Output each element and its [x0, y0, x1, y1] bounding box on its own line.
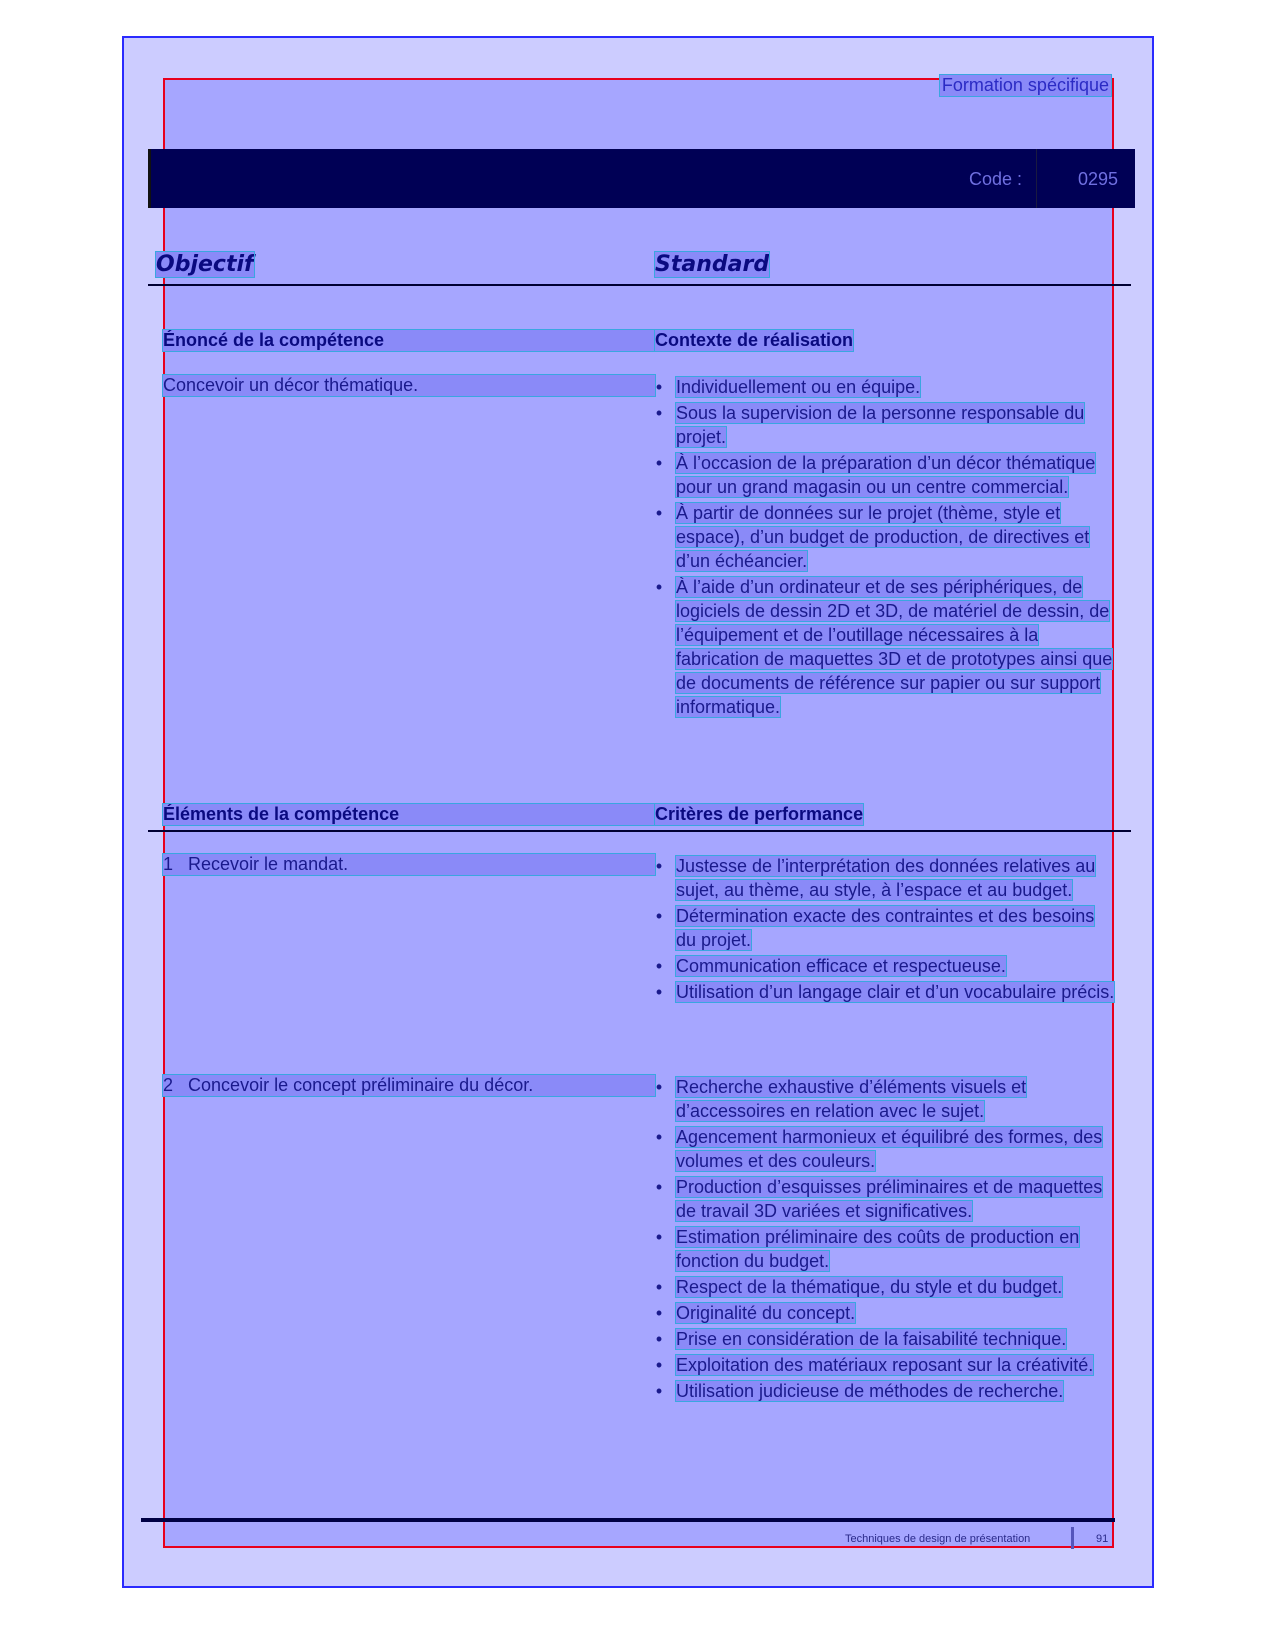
context-list: [652, 375, 1118, 721]
bullet-icon: •: [655, 1177, 663, 1197]
bullet-icon: •: [655, 1355, 663, 1375]
list-item: • Estimation préliminaire des coûts de production en fonction du budget.: [655, 1227, 1080, 1271]
footer-rule: [141, 1518, 1115, 1522]
statement-heading: Énoncé de la compétence: [163, 330, 655, 351]
bullet-icon: •: [655, 1227, 663, 1247]
list-item: • Sous la supervision de la personne responsable du projet.: [655, 403, 1085, 447]
list-item: • Production d’esquisses préliminaires et de maquettes de travail 3D variées et significatives.: [655, 1177, 1103, 1221]
footer-program: Techniques de design de présentation: [845, 1533, 1031, 1545]
list-item: • Communication efficace et respectueuse.: [655, 956, 1006, 976]
list-item: • Utilisation judicieuse de méthodes de recherche.: [655, 1381, 1064, 1401]
bullet-icon: •: [655, 577, 663, 597]
banner-divider: [1036, 149, 1037, 208]
section-rule: [148, 830, 1131, 832]
bullet-icon: •: [655, 1329, 663, 1349]
bullet-icon: •: [655, 906, 663, 926]
list-item: • À l’aide d’un ordinateur et de ses périphériques, de logiciels de dessin 2D et 3D, de matériel de dessin, de l’équipement et de l’outillage nécessaires à la fabrication de maquettes 3D et de prototypes ainsi que de documents de référence sur papier ou sur support informatique.: [655, 577, 1113, 717]
list-item: • Agencement harmonieux et équilibré des formes, des volumes et des couleurs.: [655, 1127, 1103, 1171]
list-item: • Originalité du concept.: [655, 1303, 856, 1323]
context-heading: Contexte de réalisation: [655, 330, 854, 350]
footer-divider: [1071, 1527, 1074, 1549]
bullet-icon: •: [655, 1077, 663, 1097]
element-text: Concevoir le concept préliminaire du décor.: [188, 1075, 534, 1095]
bullet-icon: •: [655, 856, 663, 876]
list-item: • Exploitation des matériaux reposant sur la créativité.: [655, 1355, 1094, 1375]
element-1: [163, 854, 655, 875]
list-item: • Prise en considération de la faisabilité technique.: [655, 1329, 1067, 1349]
element-text: Recevoir le mandat.: [188, 854, 349, 874]
criteria-list-2: [652, 1075, 1118, 1405]
bullet-icon: •: [655, 1303, 663, 1323]
element-number: 2: [163, 1075, 174, 1095]
page-number: 91: [1096, 1533, 1109, 1545]
bullet-icon: •: [655, 1127, 663, 1147]
objective-column-title: Objectif: [156, 252, 254, 277]
bullet-icon: •: [655, 1277, 663, 1297]
bullet-icon: •: [655, 982, 663, 1002]
bullet-icon: •: [655, 403, 663, 423]
bullet-icon: •: [655, 503, 663, 523]
element-number: 1: [163, 854, 174, 874]
code-value: 0295: [1078, 169, 1119, 189]
list-item: • Justesse de l’interprétation des données relatives au sujet, au thème, au style, à l’espace et au budget.: [655, 856, 1096, 900]
code-label: Code :: [969, 169, 1023, 189]
element-2: [163, 1075, 655, 1096]
program-section-label: Formation spécifique: [941, 75, 1109, 95]
standard-column-title: Standard: [655, 252, 770, 277]
competency-statement: Concevoir un décor thématique.: [163, 375, 655, 396]
list-item: • Détermination exacte des contraintes et des besoins du projet.: [655, 906, 1095, 950]
list-item: • Respect de la thématique, du style et du budget.: [655, 1277, 1063, 1297]
header-rule: [148, 284, 1131, 286]
list-item: • Individuellement ou en équipe.: [655, 377, 921, 397]
bullet-icon: •: [655, 956, 663, 976]
bullet-icon: •: [655, 1381, 663, 1401]
list-item: • Recherche exhaustive d’éléments visuels et d’accessoires en relation avec le sujet.: [655, 1077, 1027, 1121]
criteria-list-1: [652, 854, 1118, 1006]
list-item: • À partir de données sur le projet (thème, style et espace), d’un budget de production, de directives et d’un échéancier.: [655, 503, 1090, 571]
criteria-heading: Critères de performance: [655, 804, 864, 824]
list-item: • Utilisation d’un langage clair et d’un vocabulaire précis.: [655, 982, 1115, 1002]
bullet-icon: •: [655, 453, 663, 473]
bullet-icon: •: [655, 377, 663, 397]
list-item: • À l’occasion de la préparation d’un décor thématique pour un grand magasin ou un centre commercial.: [655, 453, 1096, 497]
elements-heading: Éléments de la compétence: [163, 804, 655, 825]
